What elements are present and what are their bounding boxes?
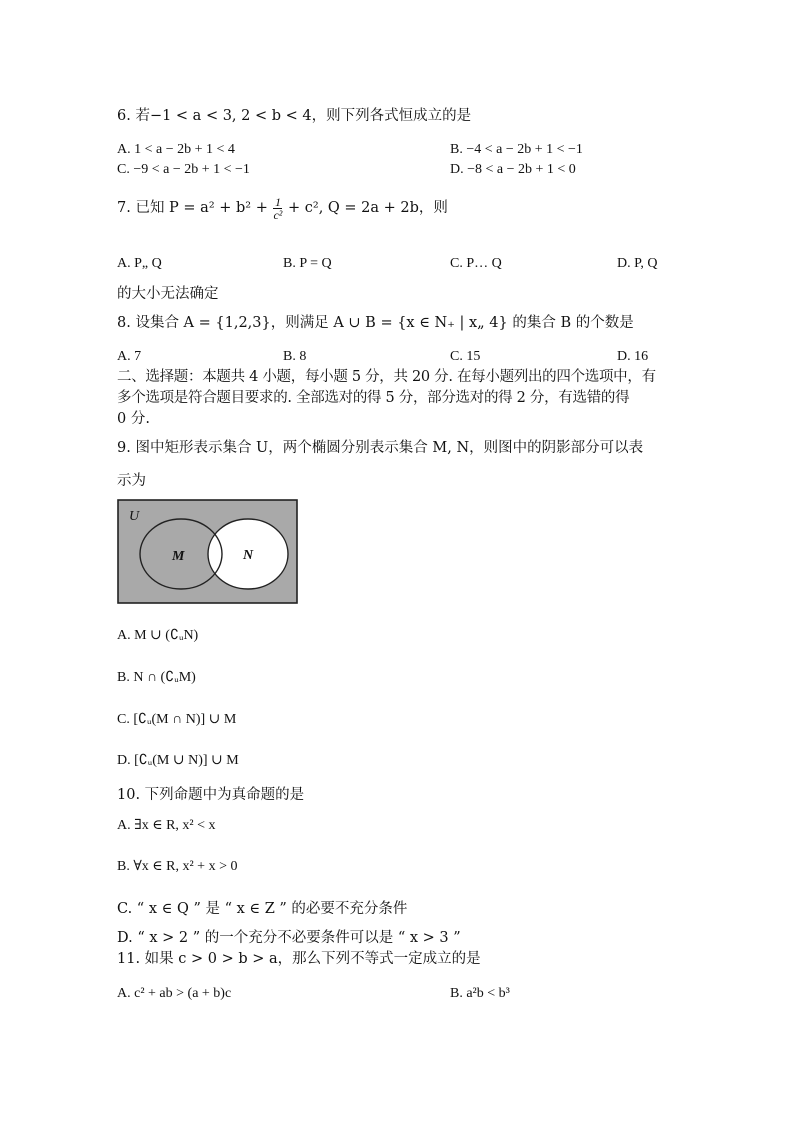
venn-label-u: U [129, 509, 140, 524]
q7-option-a: A. P„ Q [117, 256, 162, 271]
q6-stem: 6. 若−1 < a < 3, 2 < b < 4，则下列各式恒成立的是 [117, 108, 472, 124]
q10-option-b: B. ∀x ∈ R, x² + x > 0 [117, 859, 238, 874]
q7-fraction [273, 196, 282, 221]
q9-option-c: C. [∁ᵤ(M ∩ N)] ∪ M [117, 712, 237, 727]
q8-option-d: D. 16 [617, 349, 649, 364]
q10-option-d: D. “ x > 2 ” 的一个充分不必要条件可以是 “ x > 3 ” [117, 930, 461, 946]
q8-stem: 8. 设集合 A = {1,2,3}，则满足 A ∪ B = {x ∈ N₊ | x„ 4} 的集合 B 的个数是 [117, 315, 634, 331]
q7-fraction-numerator: 1 [274, 194, 281, 209]
q11-stem: 11. 如果 c > 0 > b > a，那么下列不等式一定成立的是 [117, 951, 481, 967]
q8-option-a: A. 7 [117, 349, 142, 364]
q10-option-a: A. ∃x ∈ R, x² < x [117, 818, 216, 833]
q11-option-a: A. c² + ab > (a + b)c [117, 986, 232, 1001]
q7-stem [117, 193, 448, 223]
venn-label-n: N [243, 548, 254, 563]
q10-option-c: C. “ x ∈ Q ” 是 “ x ∈ Z ” 的必要不充分条件 [117, 901, 408, 917]
q7-tail: 的大小无法确定 [117, 286, 219, 302]
q9-stem-line1: 9. 图中矩形表示集合 U，两个椭圆分别表示集合 M, N，则图中的阴影部分可以表 [117, 440, 644, 456]
q7-option-d: D. P, Q [617, 256, 658, 271]
section2-line2: 多个选项是符合题目要求的. 全部选对的得 5 分，部分选对的得 2 分，有选错的得 [117, 390, 630, 406]
q9-stem-line2: 示为 [117, 473, 146, 489]
venn-label-m: M [172, 549, 185, 564]
q7-stem-prefix: 7. 已知 P = a² + b² + [117, 200, 268, 216]
q6-option-a: A. 1 < a − 2b + 1 < 4 [117, 142, 235, 157]
q7-fraction-denominator: c² [273, 207, 283, 222]
q7-option-b: B. P = Q [283, 256, 332, 271]
q9-option-d: D. [∁ᵤ(M ∪ N)] ∪ M [117, 753, 239, 768]
q8-option-b: B. 8 [283, 349, 307, 364]
q11-option-b: B. a²b < b³ [450, 986, 510, 1001]
q7-option-c: C. P… Q [450, 256, 502, 271]
section2-line1: 二、选择题：本题共 4 小题，每小题 5 分，共 20 分. 在每小题列出的四个选项中，有 [117, 369, 656, 385]
q10-stem: 10. 下列命题中为真命题的是 [117, 787, 305, 803]
q9-option-a: A. M ∪ (∁ᵤN) [117, 628, 199, 643]
section2-line3: 0 分. [117, 411, 150, 427]
venn-diagram [117, 499, 298, 604]
q7-stem-suffix: + c², Q = 2a + 2b，则 [288, 200, 448, 216]
q9-option-b: B. N ∩ (∁ᵤM) [117, 670, 196, 685]
q6-option-d: D. −8 < a − 2b + 1 < 0 [450, 162, 576, 177]
q6-option-c: C. −9 < a − 2b + 1 < −1 [117, 162, 250, 177]
q6-option-b: B. −4 < a − 2b + 1 < −1 [450, 142, 583, 157]
q8-option-c: C. 15 [450, 349, 481, 364]
